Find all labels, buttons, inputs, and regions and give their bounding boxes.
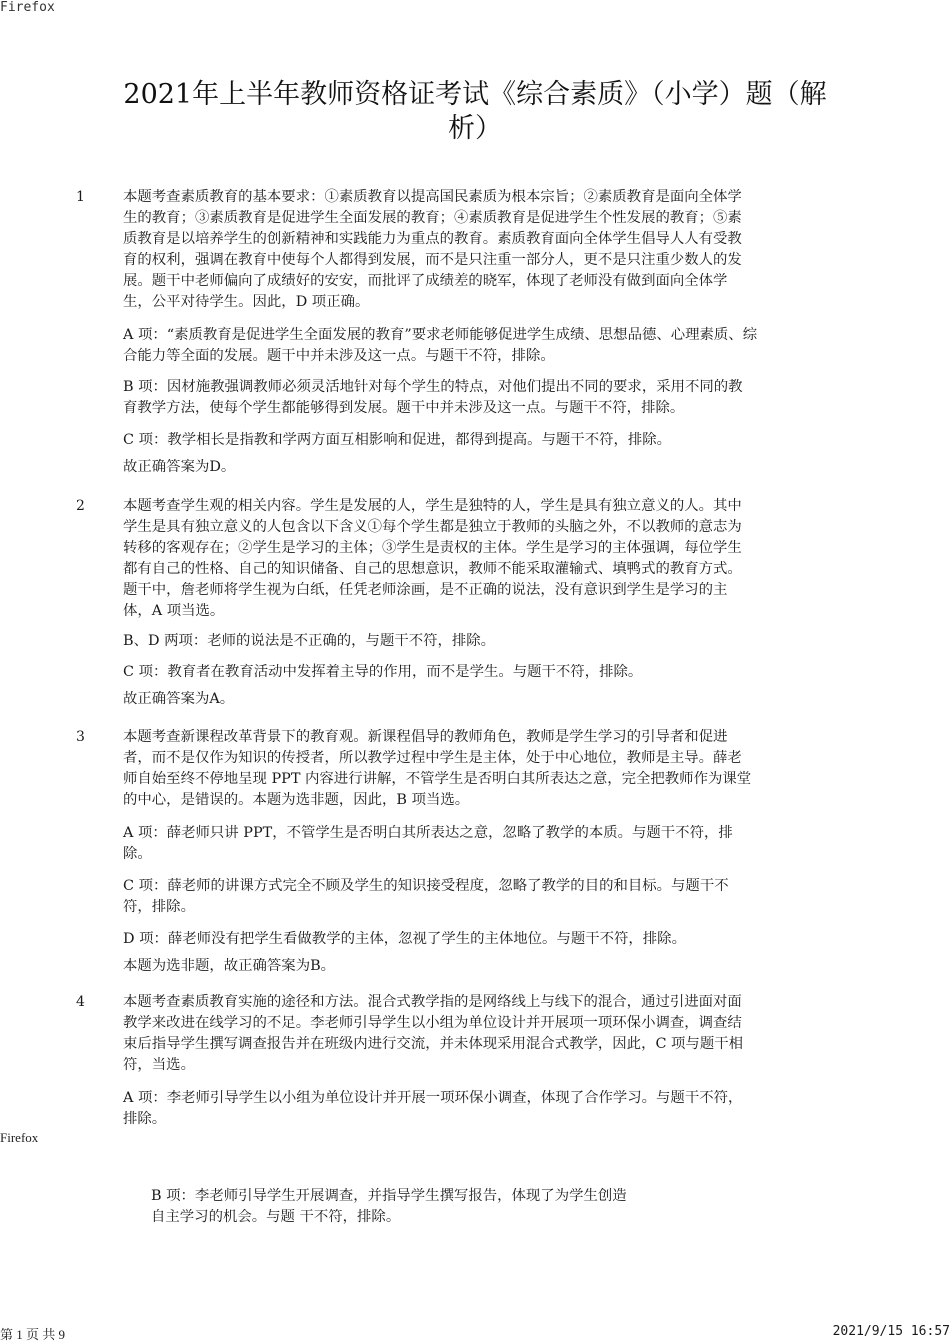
text-line: 故正确答案为A。	[123, 691, 235, 707]
text-line: C 项：教学相长是指教和学两方面互相影响和促进，都得到提高。与题干不符，排除。	[123, 432, 672, 448]
option-explanation	[123, 823, 838, 865]
text-line: 生的教育；③素质教育是促进学生全面发展的教育；④素质教育是促进学生个性发展的教育；⑤素	[123, 210, 742, 226]
continuation-paragraph	[151, 1186, 711, 1228]
page-break-header: Firefox	[0, 1130, 39, 1145]
option-explanation	[123, 1088, 838, 1130]
question-number: 3	[76, 729, 85, 745]
text-line: 故正确答案为D。	[123, 459, 236, 475]
text-line: D 项：薛老师没有把学生看做教学的主体，忽视了学生的主体地位。与题干不符，排除。	[123, 931, 686, 947]
text-line: 题干中，詹老师将学生视为白纸，任凭老师涂画，是不正确的说法，没有意识到学生是学习的主	[123, 582, 728, 598]
option-explanation	[123, 430, 838, 478]
text-line: C 项：薛老师的讲课方式完全不顾及学生的知识接受程度，忽略了教学的目的和目标。与题干不	[123, 878, 729, 894]
page-number: 第 1 页 共 9	[0, 1327, 66, 1342]
title-line: 析）	[448, 113, 502, 144]
option-explanation	[123, 876, 838, 918]
text-line: 生，公平对待学生。因此，D 项正确。	[123, 294, 370, 310]
text-line: 都有自己的性格、自己的知识储备、自己的思想意识，教师不能采取灌输式、填鸭式的教育方式。	[123, 561, 742, 577]
answer-paragraph	[123, 992, 838, 1076]
text-line: 合能力等全面的发展。题干中并未涉及这一点。与题干不符，排除。	[123, 348, 555, 364]
text-line: 本题考查素质教育实施的途径和方法。混合式教学指的是网络线上与线下的混合，通过引进面对面	[123, 994, 742, 1010]
option-explanation	[123, 662, 838, 710]
title-line: 2021年上半年教师资格证考试《综合素质》（小学）题（解	[123, 79, 827, 110]
text-line: 自主学习的机会。与题 干不符，排除。	[151, 1209, 401, 1225]
text-line: C 项：教育者在教育活动中发挥着主导的作用，而不是学生。与题干不符，排除。	[123, 664, 643, 680]
option-explanation	[123, 631, 838, 652]
text-line: 学生是具有独立意义的人包含以下含义①每个学生都是独立于教师的头脑之外，不以教师的意志为	[123, 519, 742, 535]
answer-paragraph	[123, 496, 838, 622]
text-line: 师自始至终不停地呈现 PPT 内容进行讲解，不管学生是否明白其所表达之意，完全把教师作为课堂	[123, 771, 752, 787]
text-line: 育教学方法，使每个学生都能够得到发展。题干中并未涉及这一点。与题干不符，排除。	[123, 400, 685, 416]
text-line: 质教育是以培养学生的创新精神和实践能力为重点的教育。素质教育面向全体学生倡导人人有受教	[123, 231, 742, 247]
text-line: 的中心，是错误的。本题为选非题，因此，B 项当选。	[123, 792, 470, 808]
text-line: 转移的客观存在；②学生是学习的主体；③学生是责权的主体。学生是学习的主体强调，每位学生	[123, 540, 742, 556]
question-number: 4	[76, 994, 85, 1010]
question-number: 1	[76, 189, 85, 205]
option-explanation	[123, 377, 838, 419]
text-line: 除。	[123, 846, 152, 862]
page-title	[90, 78, 860, 146]
text-line: B 项：因材施教强调教师必须灵活地针对每个学生的特点，对他们提出不同的要求，采用不同的教	[123, 379, 743, 395]
text-line: 束后指导学生撰写调查报告并在班级内进行交流，并未体现采用混合式教学，因此，C 项与题干相	[123, 1036, 743, 1052]
text-line: 体，A 项当选。	[123, 603, 225, 619]
browser-header: Firefox	[0, 0, 55, 15]
text-line: 排除。	[123, 1111, 167, 1127]
text-line: A 项：薛老师只讲 PPT，不管学生是否明白其所表达之意，忽略了教学的本质。与题干不符，排	[123, 825, 733, 841]
text-line: 者，而不是仅作为知识的传授者，所以教学过程中学生是主体，处于中心地位，教师是主导。薛老	[123, 750, 742, 766]
text-line: A 项：李老师引导学生以小组为单位设计并开展一项环保小调查，体现了合作学习。与题干不符，	[123, 1090, 743, 1106]
text-line: 教学来改进在线学习的不足。李老师引导学生以小组为单位设计并开展项一项环保小调查，调查结	[123, 1015, 742, 1031]
text-line: 本题考查新课程改革背景下的教育观。新课程倡导的教师角色，教师是学生学习的引导者和促进	[123, 729, 728, 745]
text-line: 符，当选。	[123, 1057, 195, 1073]
option-explanation	[123, 325, 838, 367]
answer-paragraph	[123, 727, 838, 811]
text-line: 育的权利，强调在教育中使每个人都得到发展，而不是只注重一部分人，更不是只注重少数人的发	[123, 252, 742, 268]
text-line: 本题考查素质教育的基本要求：①素质教育以提高国民素质为根本宗旨；②素质教育是面向全体学	[123, 189, 742, 205]
print-datetime: 2021/9/15 16:57	[832, 1324, 950, 1339]
text-line: 本题为选非题，故正确答案为B。	[123, 958, 336, 974]
option-explanation	[123, 929, 838, 977]
text-line: 展。题干中老师偏向了成绩好的安安，而批评了成绩差的晓军，体现了老师没有做到面向全体学	[123, 273, 728, 289]
text-line: B、D 两项：老师的说法是不正确的，与题干不符，排除。	[123, 633, 496, 649]
question-number: 2	[76, 498, 85, 514]
text-line: 符，排除。	[123, 899, 195, 915]
text-line: B 项：李老师引导学生开展调查，并指导学生撰写报告，体现了为学生创造	[151, 1188, 627, 1204]
answer-paragraph	[123, 187, 838, 313]
text-line: A 项：“素质教育是促进学生全面发展的教育”要求老师能够促进学生成绩、思想品德、心理素质、综	[123, 327, 758, 343]
text-line: 本题考查学生观的相关内容。学生是发展的人，学生是独特的人，学生是具有独立意义的人。其中	[123, 498, 742, 514]
